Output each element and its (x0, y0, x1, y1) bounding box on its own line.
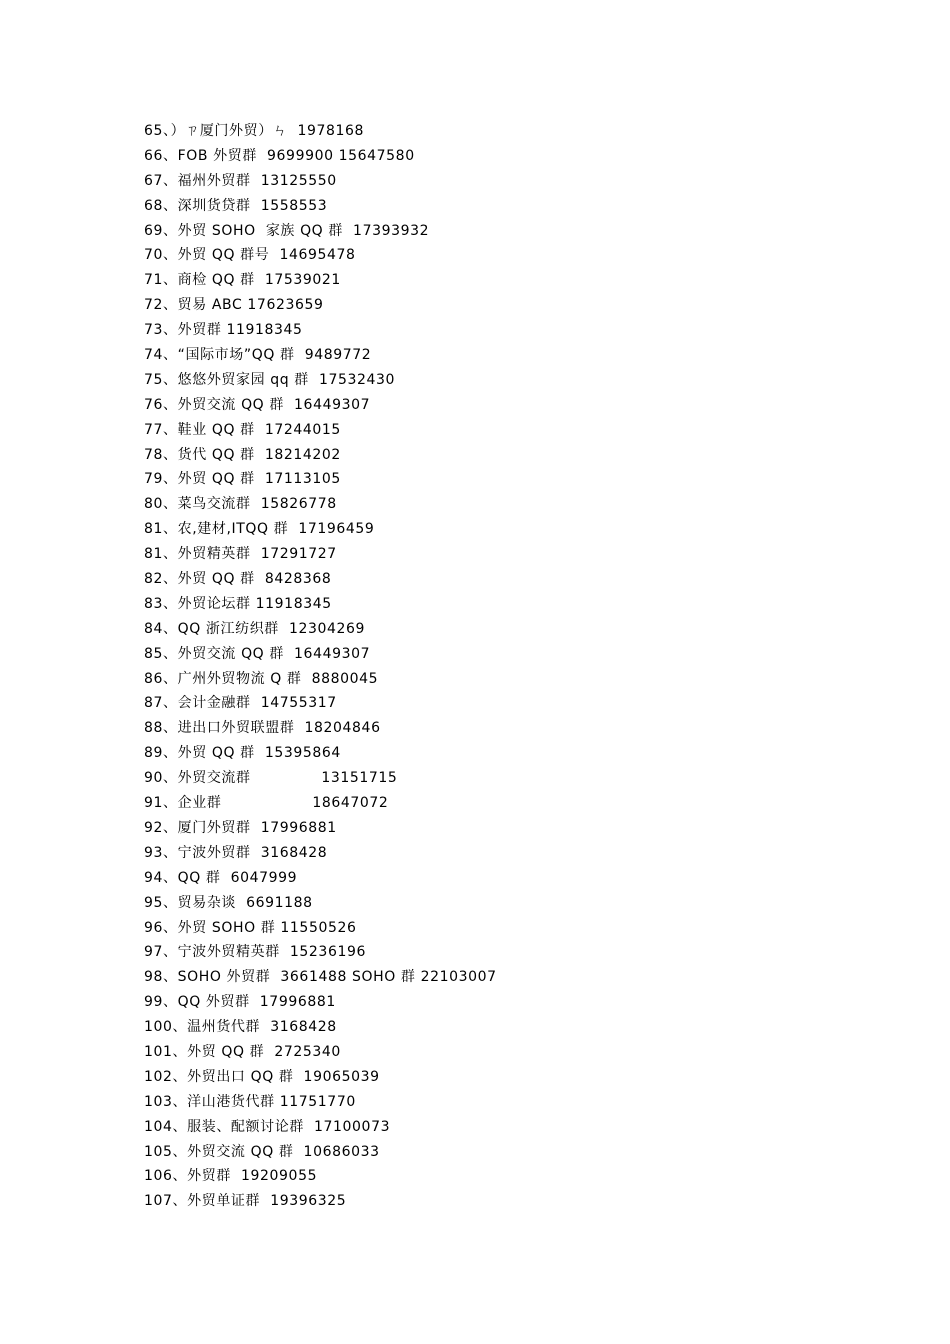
list-item: 77、鞋业 QQ 群 17244015 (144, 421, 341, 438)
list-item: 92、厦门外贸群 17996881 (144, 819, 337, 836)
list-item: 94、QQ 群 6047999 (144, 869, 298, 886)
list-item: 86、广州外贸物流 Q 群 8880045 (144, 670, 379, 687)
list-item: 81、农,建材,ITQQ 群 17196459 (144, 521, 375, 538)
list-item: 105、外贸交流 QQ 群 10686033 (144, 1143, 380, 1160)
list-item: 82、外贸 QQ 群 8428368 (144, 571, 332, 588)
list-item: 93、宁波外贸群 3168428 (144, 844, 328, 861)
list-item: 80、菜鸟交流群 15826778 (144, 496, 337, 513)
list-item: 88、进出口外贸联盟群 18204846 (144, 720, 381, 737)
list-item: 96、外贸 SOHO 群 11550526 (144, 919, 357, 936)
list-item: 103、洋山港货代群 11751770 (144, 1093, 356, 1110)
list-item: 71、商检 QQ 群 17539021 (144, 272, 341, 289)
list-item: 75、悠悠外贸家园 qq 群 17532430 (144, 371, 396, 388)
qq-group-list (144, 119, 497, 1214)
list-item: 87、会计金融群 14755317 (144, 695, 337, 712)
list-item: 107、外贸单证群 19396325 (144, 1193, 347, 1210)
list-item: 106、外贸群 19209055 (144, 1168, 318, 1185)
list-item: 95、贸易杂谈 6691188 (144, 894, 313, 911)
list-item: 98、SOHO 外贸群 3661488 SOHO 群 22103007 (144, 969, 497, 986)
list-item: 68、深圳货贷群 1558553 (144, 197, 328, 214)
list-item: 90、外贸交流群 13151715 (144, 770, 398, 787)
list-item: 84、QQ 浙江纺织群 12304269 (144, 620, 366, 637)
list-item: 101、外贸 QQ 群 2725340 (144, 1043, 341, 1060)
list-item: 85、外贸交流 QQ 群 16449307 (144, 645, 371, 662)
list-item: 70、外贸 QQ 群号 14695478 (144, 247, 356, 264)
list-item: 91、企业群 18647072 (144, 795, 389, 812)
list-item: 104、服装、配额讨论群 17100073 (144, 1118, 391, 1135)
list-item: 102、外贸出口 QQ 群 19065039 (144, 1068, 380, 1085)
list-item: 79、外贸 QQ 群 17113105 (144, 471, 341, 488)
list-item: 78、货代 QQ 群 18214202 (144, 446, 341, 463)
list-item: 83、外贸论坛群 11918345 (144, 595, 332, 612)
list-item: 97、宁波外贸精英群 15236196 (144, 944, 366, 961)
list-item: 66、FOB 外贸群 9699900 15647580 (144, 147, 415, 164)
list-item: 81、外贸精英群 17291727 (144, 546, 337, 563)
list-item: 72、贸易 ABC 17623659 (144, 297, 324, 314)
list-item: 65、）ㄗ厦门外贸）ㄣ 1978168 (144, 123, 365, 139)
list-item: 100、温州货代群 3168428 (144, 1019, 337, 1036)
list-item: 76、外贸交流 QQ 群 16449307 (144, 396, 371, 413)
list-item: 73、外贸群 11918345 (144, 322, 303, 339)
list-item: 67、福州外贸群 13125550 (144, 172, 337, 189)
list-item: 69、外贸 SOHO 家族 QQ 群 17393932 (144, 222, 430, 239)
list-item: 99、QQ 外贸群 17996881 (144, 994, 336, 1011)
list-item: 89、外贸 QQ 群 15395864 (144, 745, 341, 762)
list-item: 74、“国际市场”QQ 群 9489772 (144, 347, 372, 364)
